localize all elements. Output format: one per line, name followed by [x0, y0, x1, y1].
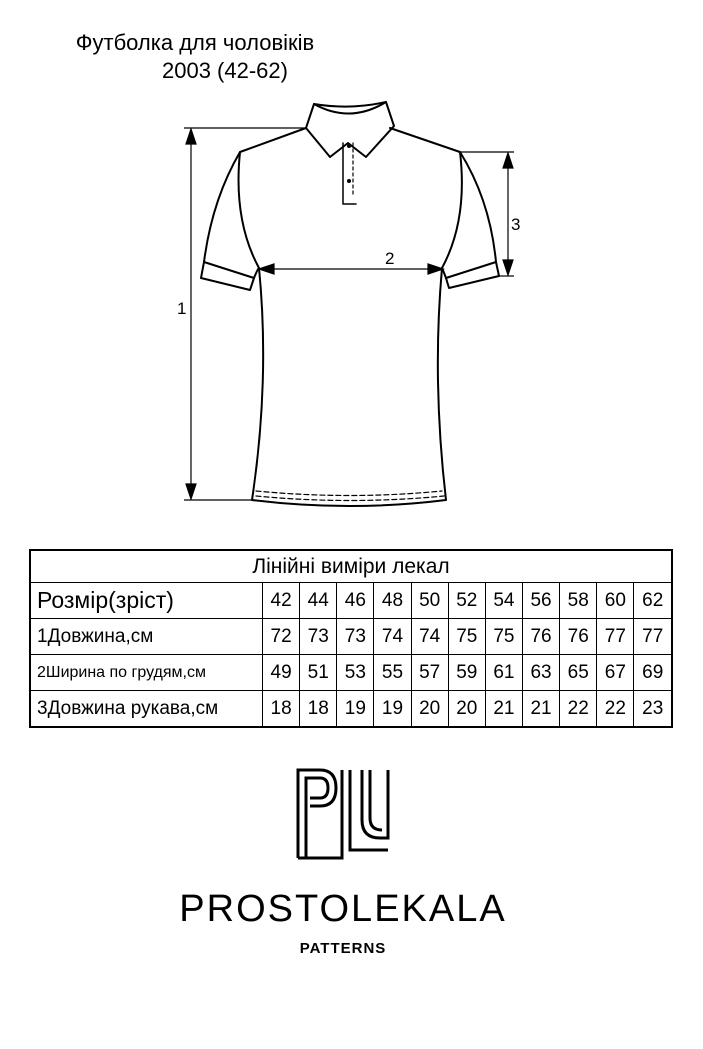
row-label: 3Довжина рукава,см	[30, 691, 263, 728]
value-cell: 23	[634, 691, 672, 728]
size-cell: 52	[448, 583, 485, 619]
value-cell: 75	[448, 619, 485, 655]
value-cell: 77	[597, 619, 634, 655]
size-cell: 50	[411, 583, 448, 619]
right-sleeve	[442, 152, 496, 278]
size-cell: 48	[374, 583, 411, 619]
size-cell: 56	[522, 583, 559, 619]
value-cell: 19	[337, 691, 374, 728]
size-table	[29, 549, 673, 728]
value-cell: 18	[263, 691, 300, 728]
table-row	[30, 691, 672, 728]
size-cell: 44	[300, 583, 337, 619]
value-cell: 20	[411, 691, 448, 728]
value-cell: 19	[374, 691, 411, 728]
table-header-row	[30, 583, 672, 619]
value-cell: 75	[485, 619, 522, 655]
value-cell: 74	[374, 619, 411, 655]
value-cell: 77	[634, 619, 672, 655]
value-cell: 67	[597, 655, 634, 691]
size-row-label: Розмір(зріст)	[30, 583, 263, 619]
size-cell: 60	[597, 583, 634, 619]
brand-tagline: PATTERNS	[299, 940, 387, 957]
document-title: Футболка для чоловіків	[75, 30, 315, 55]
size-cell: 58	[560, 583, 597, 619]
value-cell: 65	[560, 655, 597, 691]
value-cell: 73	[300, 619, 337, 655]
size-cell: 46	[337, 583, 374, 619]
collar	[306, 102, 394, 157]
value-cell: 73	[337, 619, 374, 655]
placket	[343, 143, 356, 204]
size-cell: 54	[485, 583, 522, 619]
table-row	[30, 655, 672, 691]
value-cell: 76	[522, 619, 559, 655]
left-sleeve	[204, 152, 259, 278]
shirt-body-outline	[239, 128, 462, 506]
value-cell: 72	[263, 619, 300, 655]
model-number: 2003 (42-62)	[162, 58, 288, 83]
dimension-label-length: 1	[177, 299, 187, 318]
value-cell: 69	[634, 655, 672, 691]
hem-stitch	[256, 491, 442, 496]
value-cell: 21	[485, 691, 522, 728]
value-cell: 51	[300, 655, 337, 691]
value-cell: 22	[560, 691, 597, 728]
value-cell: 53	[337, 655, 374, 691]
size-cell: 42	[263, 583, 300, 619]
value-cell: 18	[300, 691, 337, 728]
brand-logo-icon	[296, 768, 390, 860]
value-cell: 49	[263, 655, 300, 691]
row-label: 1Довжина,см	[30, 619, 263, 655]
value-cell: 57	[411, 655, 448, 691]
size-cell: 62	[634, 583, 672, 619]
table-caption: Лінійні виміри лекал	[30, 550, 672, 583]
button-bottom	[347, 179, 351, 183]
brand-name: PROSTOLEKALA	[179, 888, 507, 930]
dimension-label-sleeve: 3	[511, 215, 521, 234]
dimension-label-chest: 2	[385, 249, 395, 268]
row-label: 2Ширина по грудям,см	[30, 655, 263, 691]
value-cell: 76	[560, 619, 597, 655]
value-cell: 22	[597, 691, 634, 728]
value-cell: 74	[411, 619, 448, 655]
value-cell: 61	[485, 655, 522, 691]
value-cell: 63	[522, 655, 559, 691]
value-cell: 20	[448, 691, 485, 728]
value-cell: 59	[448, 655, 485, 691]
value-cell: 21	[522, 691, 559, 728]
value-cell: 55	[374, 655, 411, 691]
table-row	[30, 619, 672, 655]
button-top	[347, 144, 351, 148]
